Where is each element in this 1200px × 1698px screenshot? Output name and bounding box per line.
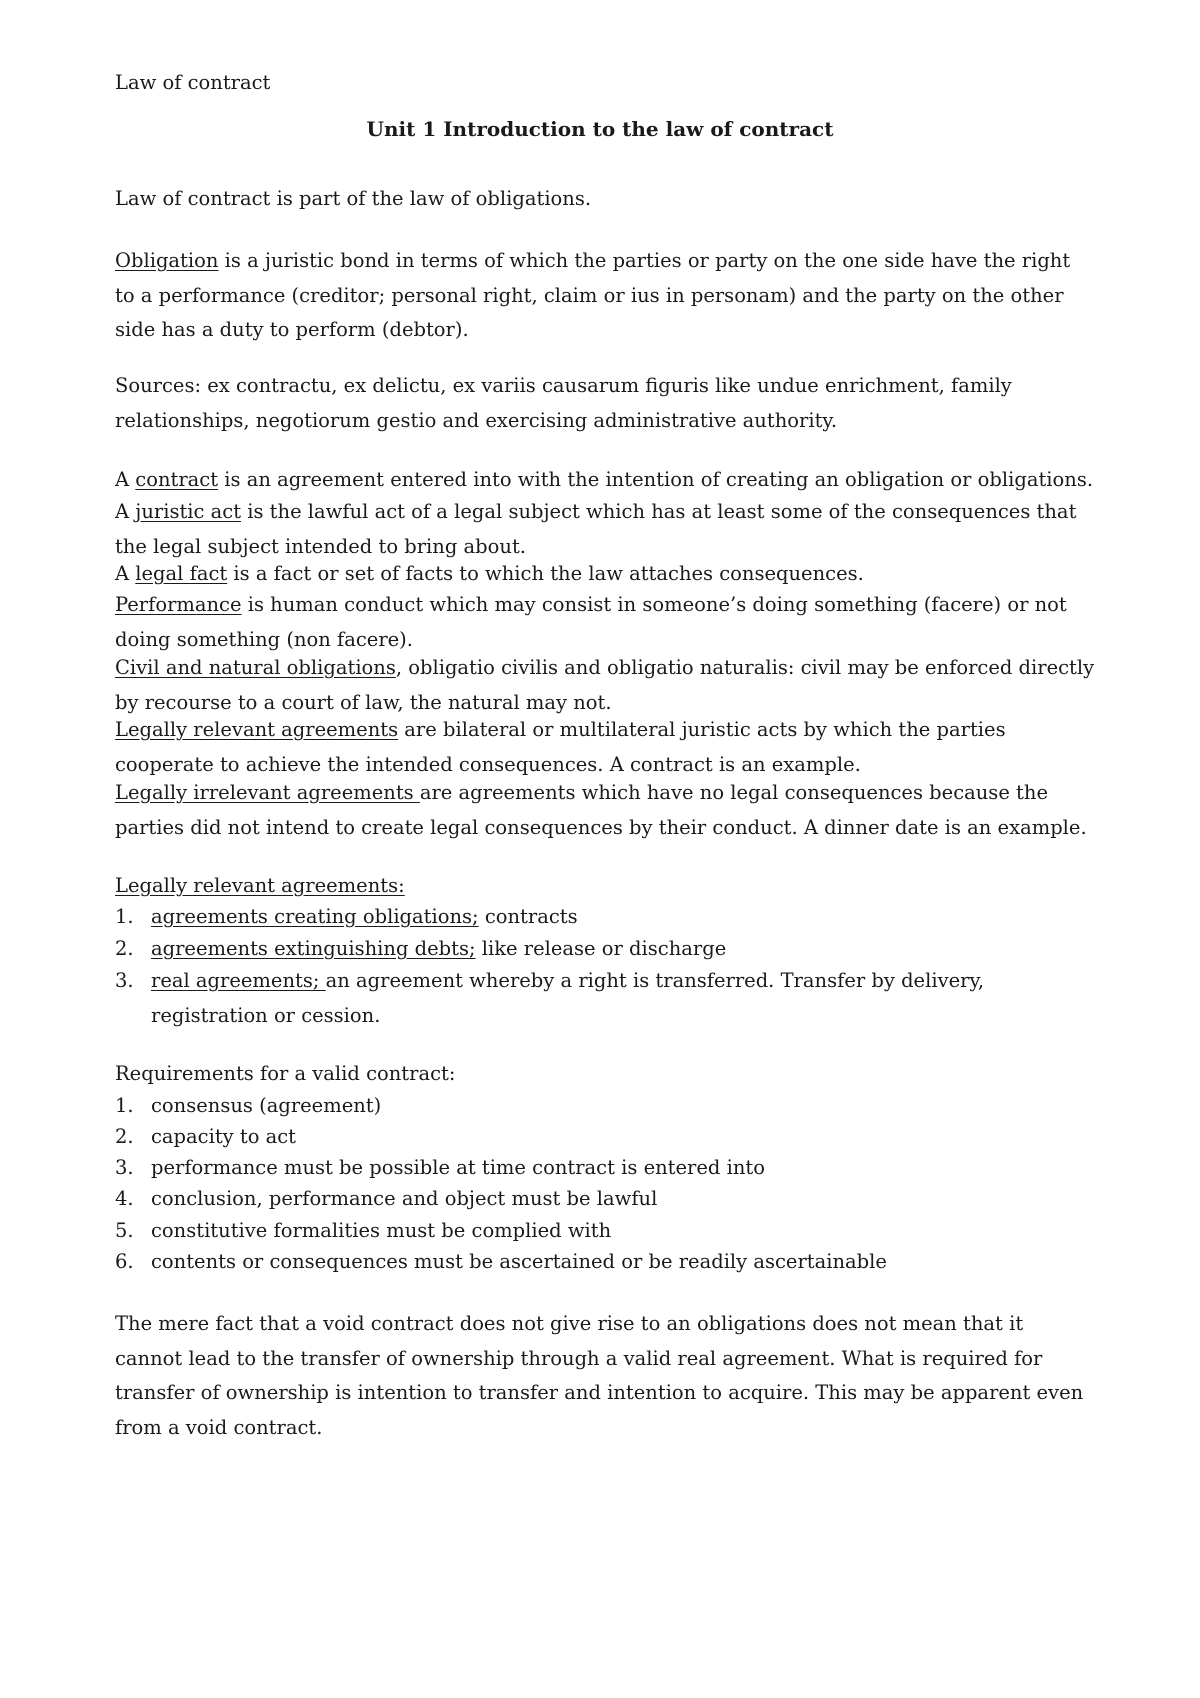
definition-juristic-act [115,495,1095,564]
list-number: 3. [115,969,134,992]
definition-civil-natural [115,651,1095,720]
definition-term: contract [135,468,219,491]
list-text: contents or consequences must be ascertained or be readily ascertainable [151,1250,887,1273]
relevant-heading-text: Legally relevant agreements: [115,874,405,897]
definition-text: is human conduct which may consist in someone’s doing something (facere) or not doing something (non facere). [115,593,1067,651]
requirements-heading: Requirements for a valid contract: [115,1062,456,1085]
list-item [115,1214,1095,1249]
list-item [115,1245,1095,1280]
list-number: 2. [115,1125,134,1148]
definition-prefix: A [115,562,136,585]
intro-paragraph: Law of contract is part of the law of obligations. [115,187,592,210]
list-text: conclusion, performance and object must be lawful [151,1187,658,1210]
list-number: 6. [115,1250,134,1273]
definition-text: are bilateral or multilateral juristic acts by which the parties cooperate to achieve the intended consequences. A contract is an example. [115,718,1006,776]
definition-legal-fact [115,557,1095,592]
list-item [115,1151,1095,1186]
list-item [115,964,1095,1033]
obligation-term: Obligation [115,249,219,272]
definition-term: Legally irrelevant agreements [115,781,420,804]
obligation-paragraph [115,244,1095,348]
list-item [115,900,1095,935]
list-number: 4. [115,1187,134,1210]
definition-text: , obligatio civilis and obligatio naturalis: civil may be enforced directly by recourse to a court of law, the natural may not. [115,656,1095,714]
list-term: agreements extinguishing debts; [151,937,476,960]
list-item [115,1120,1095,1155]
definition-prefix: A [115,500,136,523]
list-number: 5. [115,1219,134,1242]
list-number: 1. [115,905,134,928]
list-item [115,1182,1095,1217]
list-text: constitutive formalities must be complied with [151,1219,612,1242]
relevant-heading [115,869,1095,904]
definition-contract [115,463,1095,498]
obligation-text: is a juristic bond in terms of which the parties or party on the one side have the right to a performance (creditor; personal right, claim or ius in personam) and the party on the other side has a duty to perform (debtor). [115,249,1071,341]
page-header: Law of contract [115,71,271,94]
definition-performance [115,588,1095,657]
closing-paragraph: The mere fact that a void contract does not give rise to an obligations does not mean that it cannot lead to the transfer of ownership through a valid real agreement. What is required for transfer of ownership is intention to transfer and intention to acquire. This may be apparent even from a void contract. [115,1312,1084,1439]
list-text: like release or discharge [475,937,727,960]
sources-paragraph: Sources: ex contractu, ex delictu, ex variis causarum figuris like undue enrichment, family relationships, negotiorum gestio and exercising administrative authority. [115,374,1012,432]
definition-text: are agreements which have no legal consequences because the parties did not intend to create legal consequences by their conduct. A dinner date is an example. [115,781,1087,839]
definition-term: Civil and natural obligations [115,656,396,679]
definition-relevant [115,713,1095,782]
list-number: 1. [115,1094,134,1117]
definition-irrelevant [115,776,1095,845]
list-number: 3. [115,1156,134,1179]
list-text: an agreement whereby a right is transferred. Transfer by delivery, registration or cession. [151,969,985,1027]
list-item [115,932,1095,967]
list-text: contracts [478,905,578,928]
list-number: 2. [115,937,134,960]
definition-term: Legally relevant agreements [115,718,399,741]
list-item [115,1089,1095,1124]
definition-term: juristic act [135,500,242,523]
definition-term: legal fact [135,562,228,585]
definition-text: is a fact or set of facts to which the law attaches consequences. [227,562,864,585]
definition-text: is the lawful act of a legal subject which has at least some of the consequences that the legal subject intended to bring about. [115,500,1077,558]
list-term: agreements creating obligations; [151,905,479,928]
list-text: capacity to act [151,1125,297,1148]
list-term: real agreements; [151,969,326,992]
list-text: consensus (agreement) [151,1094,382,1117]
definition-prefix: A [115,468,136,491]
definition-term: Performance [115,593,242,616]
definition-text: is an agreement entered into with the intention of creating an obligation or obligations. [218,468,1094,491]
page-title: Unit 1 Introduction to the law of contract [366,117,834,141]
list-text: performance must be possible at time contract is entered into [151,1156,765,1179]
